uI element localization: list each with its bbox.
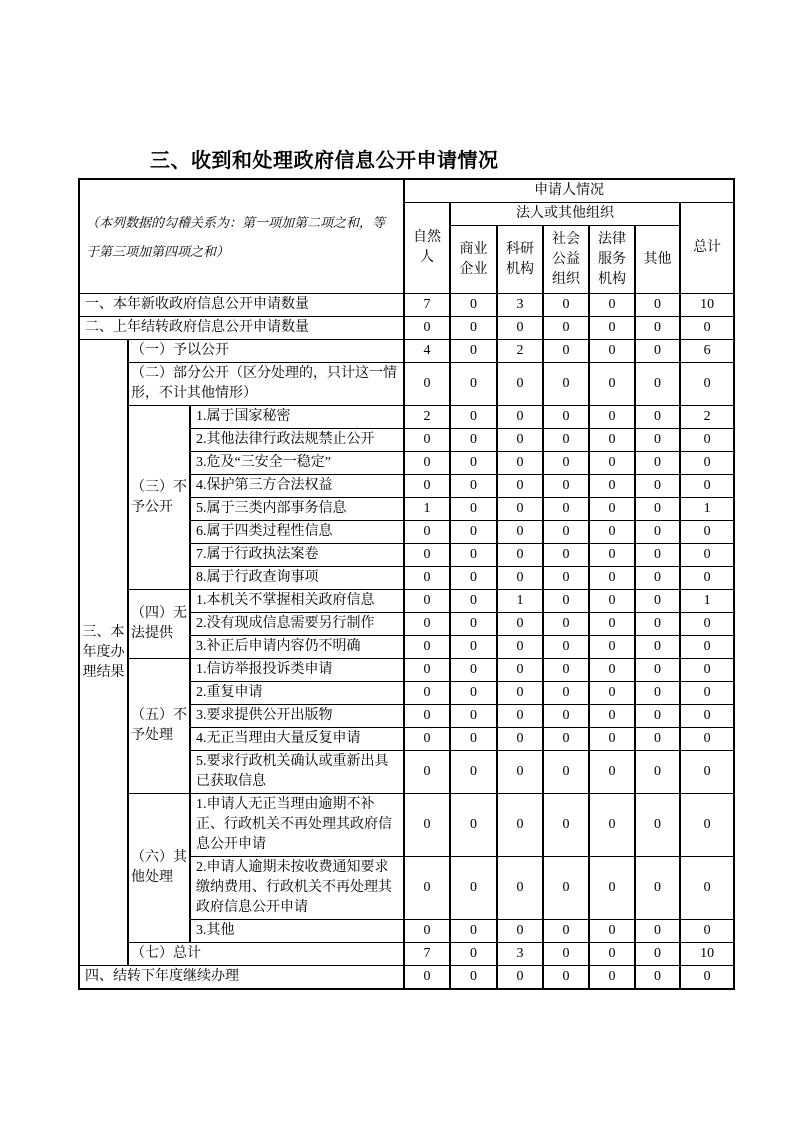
value-cell: 0 xyxy=(589,475,635,498)
value-cell: 0 xyxy=(497,966,543,990)
value-cell: 0 xyxy=(635,498,680,521)
page-title: 三、收到和处理政府信息公开申请情况 xyxy=(150,150,499,172)
value-cell: 0 xyxy=(450,590,497,613)
value-cell: 0 xyxy=(589,728,635,751)
org-column-header: 法律服务机构 xyxy=(589,226,635,294)
value-cell: 0 xyxy=(543,794,589,857)
org-column-header: 其他 xyxy=(635,226,680,294)
value-cell: 3 xyxy=(497,943,543,966)
value-cell: 0 xyxy=(680,317,734,340)
value-cell: 0 xyxy=(497,705,543,728)
value-cell: 0 xyxy=(404,857,450,920)
value-cell: 0 xyxy=(450,682,497,705)
value-cell: 0 xyxy=(680,544,734,567)
value-cell: 0 xyxy=(635,705,680,728)
value-cell: 0 xyxy=(497,567,543,590)
value-cell: 0 xyxy=(635,943,680,966)
value-cell: 0 xyxy=(404,920,450,943)
value-cell: 0 xyxy=(450,751,497,794)
table-row xyxy=(79,966,734,990)
report-table xyxy=(78,178,735,990)
value-cell: 0 xyxy=(680,728,734,751)
value-cell: 1 xyxy=(404,498,450,521)
value-cell: 0 xyxy=(543,659,589,682)
value-cell: 0 xyxy=(450,659,497,682)
row-label: 6.属于四类过程性信息 xyxy=(190,521,404,544)
value-cell: 0 xyxy=(543,452,589,475)
value-cell: 0 xyxy=(497,613,543,636)
value-cell: 0 xyxy=(589,429,635,452)
value-cell: 0 xyxy=(635,294,680,317)
value-cell: 0 xyxy=(450,636,497,659)
value-cell: 0 xyxy=(589,567,635,590)
value-cell: 0 xyxy=(589,857,635,920)
row-label: （二）部分公开（区分处理的，只计这一情形，不计其他情形） xyxy=(128,363,404,406)
value-cell: 0 xyxy=(450,294,497,317)
value-cell: 0 xyxy=(450,794,497,857)
value-cell: 0 xyxy=(635,475,680,498)
value-cell: 0 xyxy=(589,521,635,544)
legal-org-header: 法人或其他组织 xyxy=(450,203,680,226)
value-cell: 0 xyxy=(589,590,635,613)
value-cell: 0 xyxy=(543,340,589,363)
value-cell: 0 xyxy=(680,751,734,794)
value-cell: 0 xyxy=(404,521,450,544)
value-cell: 0 xyxy=(450,613,497,636)
value-cell: 0 xyxy=(404,363,450,406)
value-cell: 0 xyxy=(680,363,734,406)
value-cell: 0 xyxy=(497,682,543,705)
row-label: （一）予以公开 xyxy=(128,340,404,363)
row-label: 一、本年新收政府信息公开申请数量 xyxy=(79,294,404,317)
value-cell: 0 xyxy=(543,521,589,544)
value-cell: 1 xyxy=(680,498,734,521)
table-row xyxy=(79,317,734,340)
value-cell: 0 xyxy=(404,317,450,340)
value-cell: 0 xyxy=(635,363,680,406)
value-cell: 0 xyxy=(450,567,497,590)
value-cell: 0 xyxy=(635,590,680,613)
table-row xyxy=(79,406,734,429)
value-cell: 0 xyxy=(635,682,680,705)
group-label-not-disclosed: （三）不予公开 xyxy=(128,406,190,590)
value-cell: 2 xyxy=(404,406,450,429)
value-cell: 0 xyxy=(680,794,734,857)
value-cell: 1 xyxy=(497,590,543,613)
value-cell: 0 xyxy=(680,452,734,475)
value-cell: 0 xyxy=(680,857,734,920)
value-cell: 0 xyxy=(497,475,543,498)
value-cell: 0 xyxy=(589,294,635,317)
value-cell: 0 xyxy=(450,475,497,498)
value-cell: 0 xyxy=(404,544,450,567)
table-row xyxy=(79,794,734,857)
value-cell: 0 xyxy=(404,475,450,498)
row-label: 2.其他法律行政法规禁止公开 xyxy=(190,429,404,452)
value-cell: 0 xyxy=(635,544,680,567)
value-cell: 0 xyxy=(635,406,680,429)
value-cell: 0 xyxy=(497,920,543,943)
value-cell: 0 xyxy=(589,406,635,429)
value-cell: 0 xyxy=(497,636,543,659)
value-cell: 0 xyxy=(497,317,543,340)
value-cell: 0 xyxy=(404,705,450,728)
value-cell: 0 xyxy=(450,317,497,340)
table-header-row xyxy=(79,179,734,203)
row-label: 3.其他 xyxy=(190,920,404,943)
value-cell: 0 xyxy=(635,317,680,340)
value-cell: 0 xyxy=(497,728,543,751)
value-cell: 0 xyxy=(543,498,589,521)
value-cell: 2 xyxy=(497,340,543,363)
value-cell: 0 xyxy=(635,452,680,475)
table-row xyxy=(79,590,734,613)
value-cell: 0 xyxy=(404,452,450,475)
value-cell: 0 xyxy=(635,966,680,990)
value-cell: 0 xyxy=(680,521,734,544)
value-cell: 0 xyxy=(450,966,497,990)
row-label: 2.没有现成信息需要另行制作 xyxy=(190,613,404,636)
value-cell: 0 xyxy=(543,705,589,728)
row-label: 2.申请人逾期未按收费通知要求缴纳费用、行政机关不再处理其政府信息公开申请 xyxy=(190,857,404,920)
value-cell: 0 xyxy=(635,340,680,363)
value-cell: 0 xyxy=(450,406,497,429)
value-cell: 7 xyxy=(404,294,450,317)
value-cell: 0 xyxy=(497,429,543,452)
value-cell: 0 xyxy=(635,613,680,636)
value-cell: 0 xyxy=(680,920,734,943)
value-cell: 0 xyxy=(497,857,543,920)
value-cell: 0 xyxy=(589,659,635,682)
value-cell: 0 xyxy=(635,794,680,857)
value-cell: 0 xyxy=(450,521,497,544)
value-cell: 0 xyxy=(543,728,589,751)
value-cell: 0 xyxy=(680,429,734,452)
value-cell: 0 xyxy=(450,544,497,567)
group-label-not-processed: （五）不予处理 xyxy=(128,659,190,794)
value-cell: 0 xyxy=(404,590,450,613)
row-label: 3.危及“三安全一稳定” xyxy=(190,452,404,475)
value-cell: 0 xyxy=(589,317,635,340)
value-cell: 0 xyxy=(635,857,680,920)
natural-person-header: 自然人 xyxy=(404,203,450,294)
value-cell: 0 xyxy=(404,751,450,794)
value-cell: 0 xyxy=(497,794,543,857)
value-cell: 0 xyxy=(543,751,589,794)
value-cell: 0 xyxy=(543,943,589,966)
row-label: 二、上年结转政府信息公开申请数量 xyxy=(79,317,404,340)
value-cell: 10 xyxy=(680,943,734,966)
value-cell: 0 xyxy=(589,452,635,475)
value-cell: 0 xyxy=(589,705,635,728)
value-cell: 0 xyxy=(404,966,450,990)
value-cell: 0 xyxy=(589,363,635,406)
total-header: 总计 xyxy=(680,203,734,294)
value-cell: 6 xyxy=(680,340,734,363)
value-cell: 0 xyxy=(497,751,543,794)
row-label: 1.属于国家秘密 xyxy=(190,406,404,429)
value-cell: 0 xyxy=(543,590,589,613)
org-column-header: 社会公益组织 xyxy=(543,226,589,294)
value-cell: 0 xyxy=(497,363,543,406)
value-cell: 0 xyxy=(404,728,450,751)
row-label: （七）总计 xyxy=(128,943,404,966)
row-label: 8.属于行政查询事项 xyxy=(190,567,404,590)
value-cell: 0 xyxy=(450,857,497,920)
group-label-unable-to-provide: （四）无法提供 xyxy=(128,590,190,659)
value-cell: 0 xyxy=(543,544,589,567)
row-label: 4.保护第三方合法权益 xyxy=(190,475,404,498)
row-label: 1.本机关不掌握相关政府信息 xyxy=(190,590,404,613)
value-cell: 0 xyxy=(680,682,734,705)
value-cell: 0 xyxy=(450,340,497,363)
value-cell: 0 xyxy=(450,498,497,521)
value-cell: 0 xyxy=(680,613,734,636)
value-cell: 0 xyxy=(450,705,497,728)
value-cell: 0 xyxy=(450,943,497,966)
value-cell: 0 xyxy=(497,521,543,544)
value-cell: 0 xyxy=(450,452,497,475)
value-cell: 0 xyxy=(635,728,680,751)
value-cell: 0 xyxy=(450,728,497,751)
value-cell: 0 xyxy=(635,920,680,943)
value-cell: 10 xyxy=(680,294,734,317)
value-cell: 0 xyxy=(404,636,450,659)
value-cell: 0 xyxy=(404,429,450,452)
value-cell: 7 xyxy=(404,943,450,966)
value-cell: 0 xyxy=(680,475,734,498)
value-cell: 0 xyxy=(497,406,543,429)
value-cell: 0 xyxy=(680,659,734,682)
value-cell: 0 xyxy=(543,406,589,429)
value-cell: 0 xyxy=(404,794,450,857)
table-row xyxy=(79,294,734,317)
value-cell: 0 xyxy=(589,794,635,857)
value-cell: 0 xyxy=(450,429,497,452)
value-cell: 2 xyxy=(680,406,734,429)
value-cell: 0 xyxy=(543,613,589,636)
value-cell: 0 xyxy=(680,966,734,990)
value-cell: 0 xyxy=(543,317,589,340)
value-cell: 0 xyxy=(497,659,543,682)
value-cell: 0 xyxy=(680,636,734,659)
value-cell: 0 xyxy=(404,567,450,590)
value-cell: 0 xyxy=(543,475,589,498)
header-note: （本列数据的勾稽关系为：第一项加第二项之和，等于第三项加第四项之和） xyxy=(79,179,404,294)
row-label: 7.属于行政执法案卷 xyxy=(190,544,404,567)
value-cell: 0 xyxy=(497,544,543,567)
value-cell: 0 xyxy=(543,294,589,317)
table-row xyxy=(79,659,734,682)
value-cell: 0 xyxy=(589,682,635,705)
value-cell: 1 xyxy=(680,590,734,613)
value-cell: 0 xyxy=(635,521,680,544)
value-cell: 0 xyxy=(589,943,635,966)
value-cell: 0 xyxy=(543,857,589,920)
value-cell: 0 xyxy=(543,363,589,406)
value-cell: 0 xyxy=(450,363,497,406)
row-label: 3.要求提供公开出版物 xyxy=(190,705,404,728)
value-cell: 0 xyxy=(635,751,680,794)
row-label: 1.信访举报投诉类申请 xyxy=(190,659,404,682)
row-label: 5.属于三类内部事务信息 xyxy=(190,498,404,521)
value-cell: 0 xyxy=(635,636,680,659)
value-cell: 0 xyxy=(404,613,450,636)
value-cell: 0 xyxy=(497,452,543,475)
value-cell: 0 xyxy=(543,567,589,590)
applicant-situation-header: 申请人情况 xyxy=(404,179,734,203)
value-cell: 0 xyxy=(680,567,734,590)
value-cell: 0 xyxy=(589,613,635,636)
row-label: 1.申请人无正当理由逾期不补正、行政机关不再处理其政府信息公开申请 xyxy=(190,794,404,857)
row-label: 5.要求行政机关确认或重新出具已获取信息 xyxy=(190,751,404,794)
value-cell: 4 xyxy=(404,340,450,363)
row-label: 3.补正后申请内容仍不明确 xyxy=(190,636,404,659)
value-cell: 0 xyxy=(543,966,589,990)
value-cell: 0 xyxy=(404,682,450,705)
value-cell: 0 xyxy=(404,659,450,682)
group-label-other-handling: （六）其他处理 xyxy=(128,794,190,943)
value-cell: 0 xyxy=(543,920,589,943)
value-cell: 0 xyxy=(589,340,635,363)
value-cell: 0 xyxy=(589,751,635,794)
value-cell: 3 xyxy=(497,294,543,317)
value-cell: 0 xyxy=(680,705,734,728)
value-cell: 0 xyxy=(635,659,680,682)
value-cell: 0 xyxy=(589,498,635,521)
org-column-header: 科研机构 xyxy=(497,226,543,294)
table-row xyxy=(79,340,734,363)
value-cell: 0 xyxy=(589,636,635,659)
value-cell: 0 xyxy=(543,636,589,659)
value-cell: 0 xyxy=(497,498,543,521)
row-label: 四、结转下年度继续办理 xyxy=(79,966,404,990)
row-label: 4.无正当理由大量反复申请 xyxy=(190,728,404,751)
value-cell: 0 xyxy=(543,429,589,452)
value-cell: 0 xyxy=(635,567,680,590)
value-cell: 0 xyxy=(589,920,635,943)
group-label-annual-results: 三、本年度办理结果 xyxy=(79,340,128,966)
row-label: 2.重复申请 xyxy=(190,682,404,705)
value-cell: 0 xyxy=(589,544,635,567)
value-cell: 0 xyxy=(635,429,680,452)
org-column-header: 商业企业 xyxy=(450,226,497,294)
value-cell: 0 xyxy=(543,682,589,705)
table-row xyxy=(79,363,734,406)
value-cell: 0 xyxy=(589,966,635,990)
table-row xyxy=(79,943,734,966)
value-cell: 0 xyxy=(450,920,497,943)
